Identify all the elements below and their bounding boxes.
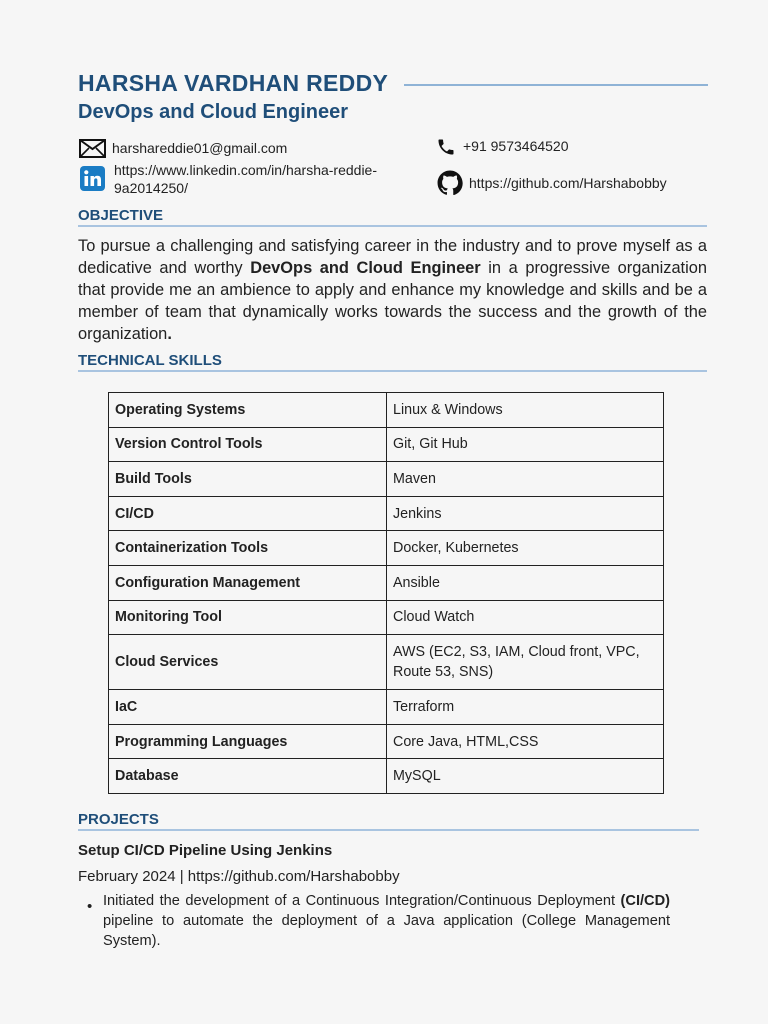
email-link[interactable]: harshareddie01@gmail.com <box>112 140 288 156</box>
skill-category: Database <box>109 759 387 794</box>
projects-divider <box>78 829 699 831</box>
skill-value: Cloud Watch <box>387 600 664 635</box>
linkedin-link-line2[interactable]: 9a2014250/ <box>114 180 188 196</box>
skill-value: AWS (EC2, S3, IAM, Cloud front, VPC, Route 53, SNS) <box>387 635 664 690</box>
table-row <box>109 531 664 566</box>
linkedin-link-line1[interactable]: https://www.linkedin.com/in/harsha-reddie- <box>114 162 378 178</box>
project-title: Setup CI/CD Pipeline Using Jenkins <box>78 842 333 859</box>
table-row <box>109 565 664 600</box>
objective-text-start: To pursue a challenging and satisfying career in the industry and to prove myself as a dedicative and worthy <box>78 237 707 277</box>
skill-category: Programming Languages <box>109 724 387 759</box>
table-row <box>109 690 664 725</box>
skills-table <box>108 392 664 794</box>
skill-category: Operating Systems <box>109 393 387 428</box>
projects-heading: PROJECTS <box>78 811 159 828</box>
table-row <box>109 462 664 497</box>
objective-text <box>78 235 707 345</box>
skill-value: Linux & Windows <box>387 393 664 428</box>
github-icon <box>437 170 463 196</box>
table-row <box>109 393 664 428</box>
candidate-role: DevOps and Cloud Engineer <box>78 101 349 123</box>
linkedin-icon <box>80 166 105 191</box>
skill-value: Core Java, HTML,CSS <box>387 724 664 759</box>
skill-category: Cloud Services <box>109 635 387 690</box>
table-row <box>109 724 664 759</box>
skill-category: IaC <box>109 690 387 725</box>
objective-text-end: in a progressive organization that provide me an ambience to apply and enhance my knowledge and skills and be a member of team that dynamically works towards the success and the growth of the organization <box>78 259 707 343</box>
skill-value: Terraform <box>387 690 664 725</box>
project-bullet-start: Initiated the development of a Continuous Integration/Continuous Deployment <box>103 893 621 909</box>
table-row <box>109 496 664 531</box>
mail-icon <box>79 139 106 158</box>
table-row <box>109 427 664 462</box>
skill-category: Version Control Tools <box>109 427 387 462</box>
skill-value: Ansible <box>387 565 664 600</box>
project-bullet <box>103 891 670 951</box>
objective-divider <box>78 225 707 227</box>
skill-category: Build Tools <box>109 462 387 497</box>
bullet-icon: • <box>87 898 93 915</box>
table-row <box>109 759 664 794</box>
phone-icon <box>436 137 456 157</box>
skill-value: Git, Git Hub <box>387 427 664 462</box>
skill-category: Monitoring Tool <box>109 600 387 635</box>
objective-heading: OBJECTIVE <box>78 207 164 224</box>
linkedin-link[interactable] <box>114 161 377 197</box>
table-row <box>109 635 664 690</box>
phone-number[interactable]: +91 9573464520 <box>463 138 569 154</box>
skill-category: Containerization Tools <box>109 531 387 566</box>
project-meta: February 2024 | https://github.com/Harshabobby <box>78 868 400 885</box>
header-divider <box>404 84 708 86</box>
objective-period: . <box>167 325 172 343</box>
skill-value: Maven <box>387 462 664 497</box>
table-row <box>109 600 664 635</box>
skills-heading: TECHNICAL SKILLS <box>78 352 222 369</box>
skills-divider <box>78 370 707 372</box>
skill-value: MySQL <box>387 759 664 794</box>
github-link[interactable]: https://github.com/Harshabobby <box>469 175 667 191</box>
skill-value: Docker, Kubernetes <box>387 531 664 566</box>
objective-role-highlight: DevOps and Cloud Engineer <box>250 259 481 277</box>
skill-category: CI/CD <box>109 496 387 531</box>
candidate-name: HARSHA VARDHAN REDDY <box>78 70 389 96</box>
project-bullet-end: pipeline to automate the deployment of a Java application (College Management System). <box>103 913 670 949</box>
skill-category: Configuration Management <box>109 565 387 600</box>
skill-value: Jenkins <box>387 496 664 531</box>
project-bullet-highlight: (CI/CD) <box>620 893 670 909</box>
